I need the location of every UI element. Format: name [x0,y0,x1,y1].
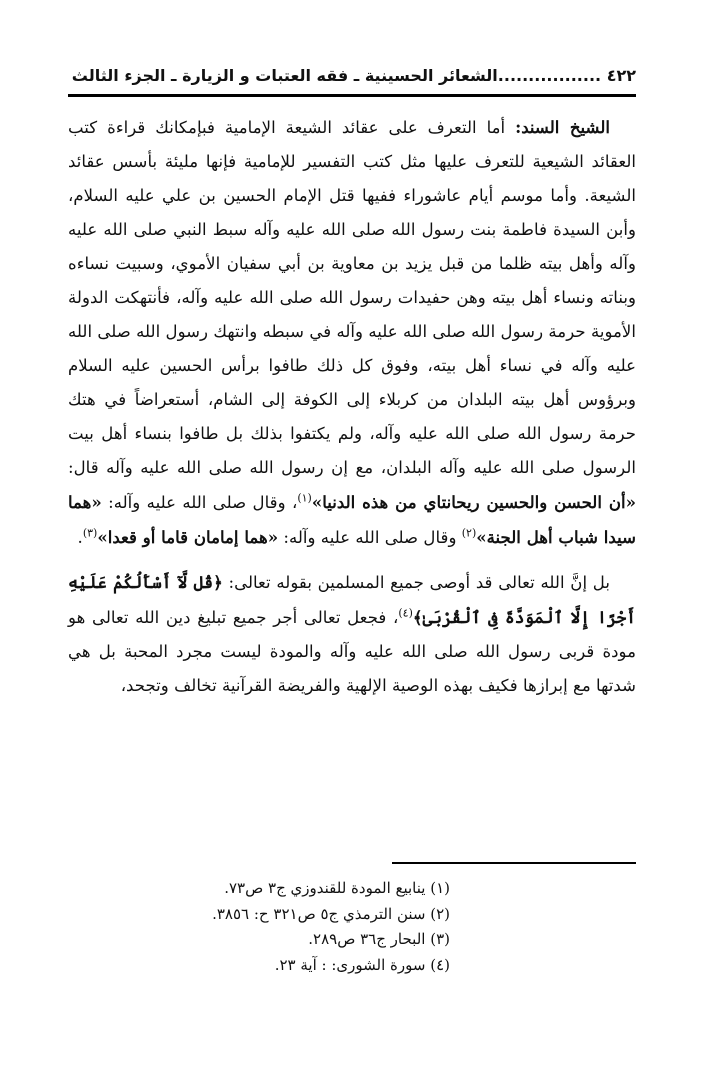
footnote-ref[interactable]: (٤) [398,606,413,620]
footnote: (٢) سنن الترمذي ج٥ ص٣٢١ ح: ٣٨٥٦. [212,904,450,923]
quran-verse: ﴿قُل لَّآ أَسْأَلُكُمْ عَلَيْهِ أَجْرًا إِلَّا ٱلْمَوَدَّةَ فِى ٱلْقُرْبَىٰ﴾ [68,572,636,627]
hadith-quote: «هما سيدا شباب أهل الجنة» [68,492,636,547]
main-text [68,110,636,703]
footnote-ref[interactable]: (١) [297,491,312,505]
hadith-quote: «هما إمامان قاما أو قعدا» [97,527,279,547]
footnote: (٣) البحار ج٣٦ ص٢٨٩. [308,930,450,948]
text-segment: بل إنَّ الله تعالى قد أوصى جميع المسلمين بقوله تعالى: [222,573,610,592]
text-segment: وقال صلى الله عليه وآله: [278,528,462,547]
text-segment: . [77,528,83,547]
footnotes [68,876,636,978]
footnote: (٤) سورة الشورى: : آية ٢٣. [274,955,450,974]
page-number: ٤٢٢ [606,66,636,85]
text-segment: ، وقال صلى الله عليه وآله: [101,493,298,512]
footnote-ref[interactable]: (٢) [461,526,477,540]
speaker-label: الشيخ السند: [515,117,611,137]
paragraph-1 [68,110,636,555]
text-segment: أما التعرف على عقائد الشيعة الإمامية فبإمكانك قراءة كتب العقائد الشيعية للتعرف عليها مثل كتب التفسير للإمامية فإنها مليئة بأسس عقائد الشيعة. وأما موسم أيام عاشوراء ففيها قتل الإمام الحسين بن علي عليه السلام، وأبن السيدة فاطمة بنت رسول الله صلى الله عليه وآله سبط النبي صلى الله عليه وآله وأهل بيته ظلما من قبل يزيد بن معاوية بن أبي سفيان الأموي، وسبيت نساءه وبناته ونساء أهل بيته وهن حفيدات رسول الله صلى الله عليه وآله، فأنتهكت الدولة الأموية حرمة رسول الله صلى الله عليه وآله في سبطه وانتهك رسول الله صلى الله عليه وآله في نساء أهل بيته، وفوق كل ذلك طافوا برأس الحسين عليه السلام وبرؤوس أهل بيته البلدان من كربلاء إلى الكوفة إلى الشام، أستعراضاً في هتك حرمة رسول الله صلى الله عليه وآله، ولم يكتفوا بذلك بل طافوا بنساء أهل بيت الرسول صلى الله عليه وآله البلدان، مع إن رسول الله صلى الله عليه وآله قال: [68,118,636,477]
hadith-quote: «أن الحسن والحسين ريحانتاي من هذه الدنيا» [311,492,636,512]
running-header [68,66,636,92]
paragraph-2 [68,565,636,703]
text-segment: ، فجعل تعالى أجر جميع تبليغ دين الله تعالى هو مودة قربى رسول الله صلى الله عليه وآله والمودة ليست مجرد المحبة بل هي شدتها مع إبرازها فكيف بهذه الوصية الإلهية والفريضة القرآنية تخالف وتجحد، [68,608,636,695]
footnote-ref[interactable]: (٣) [82,526,98,540]
footnote-rule [392,862,636,864]
running-title: .................الشعائر الحسينية ـ فقه العتبات و الزيارة ـ الجزء الثالث [71,66,602,85]
header-rule [68,94,636,97]
footnote: (١) ينابيع المودة للقندوزي ج٣ ص٧٣. [224,879,450,897]
